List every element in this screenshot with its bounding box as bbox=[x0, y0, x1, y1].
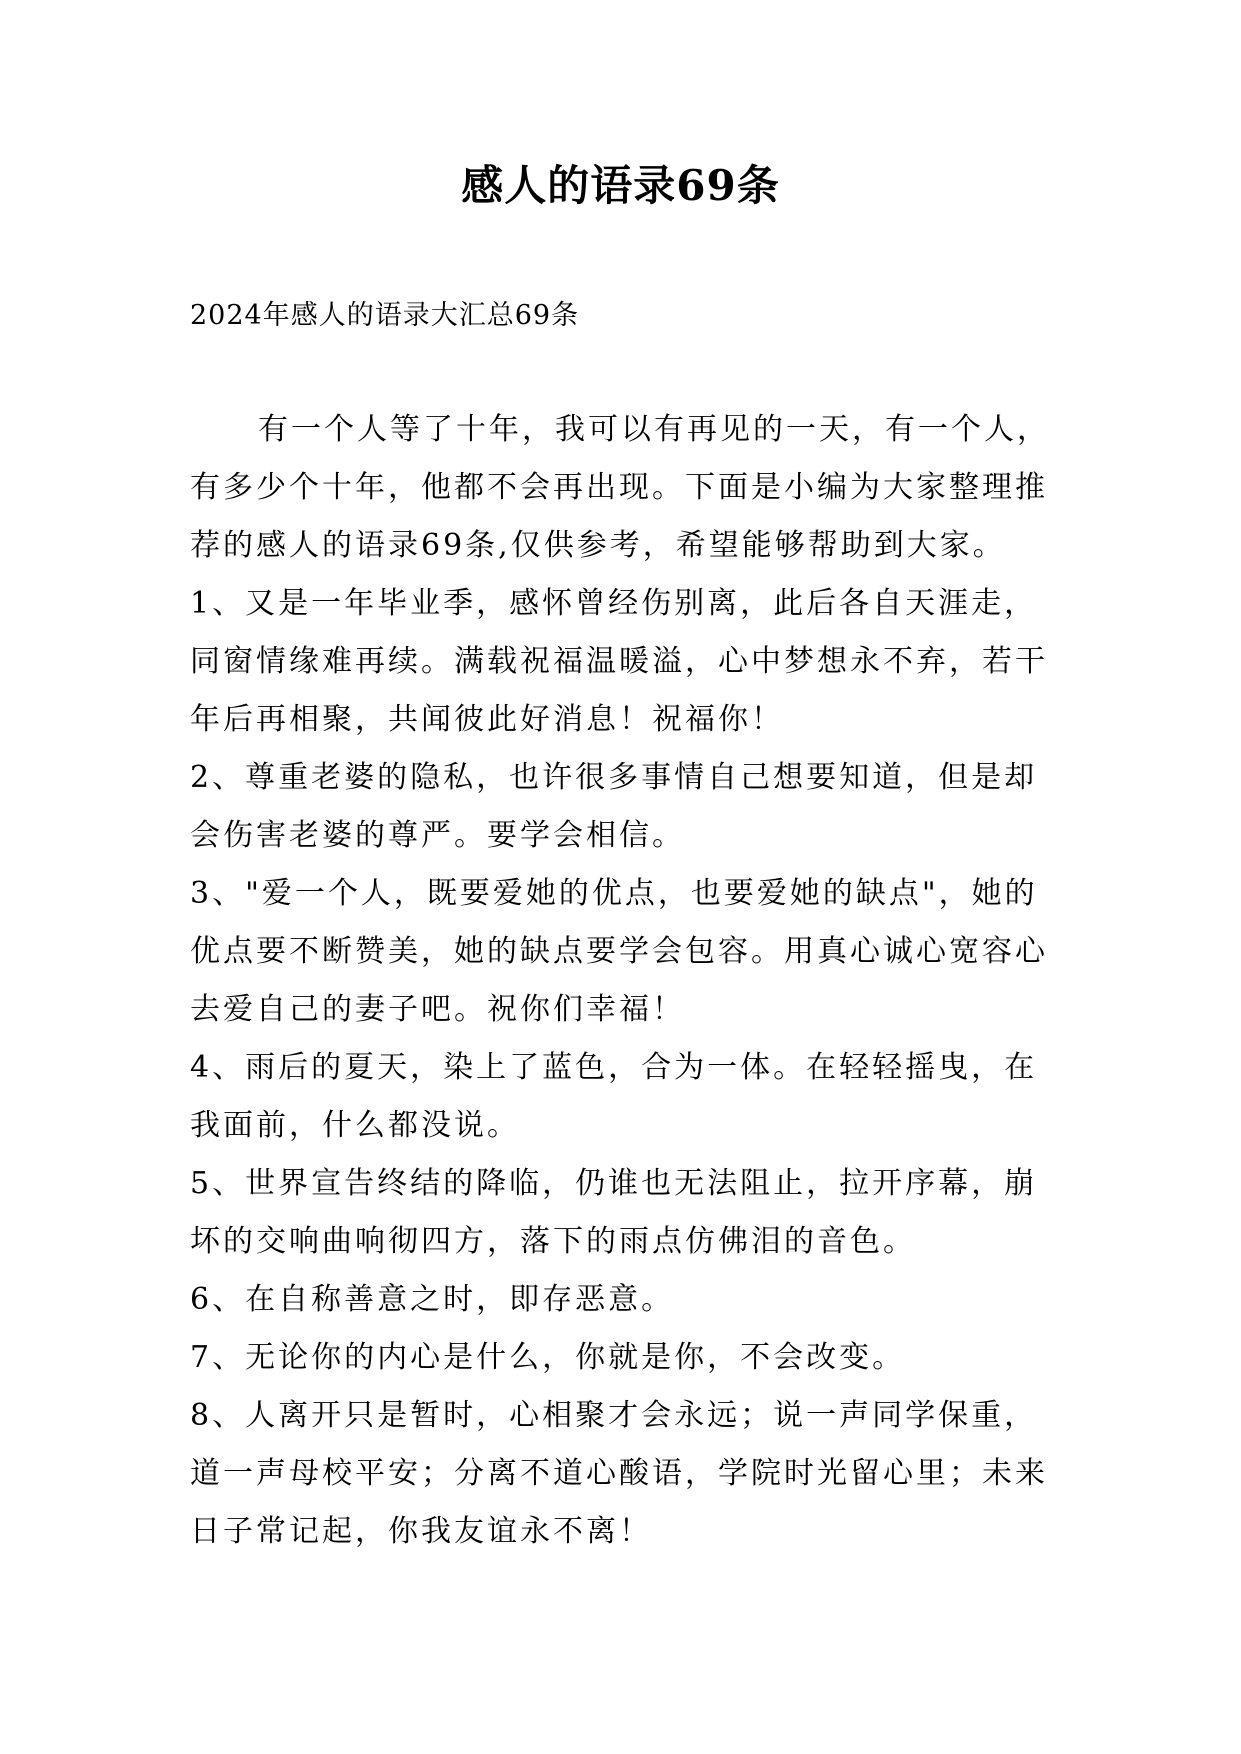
quote-item-1: 1、又是一年毕业季，感怀曾经伤别离，此后各自天涯走，同窗情缘难再续。满载祝福温暖溢，心中梦想永不弃，若干年后再相聚，共闻彼此好消息！祝福你！ bbox=[190, 586, 1048, 737]
document-subtitle: 2024年感人的语录大汇总69条 bbox=[190, 300, 580, 331]
intro-paragraph: 有一个人等了十年，我可以有再见的一天，有一个人，有多少个十年，他都不会再出现。下面是小编为大家整理推荐的感人的语录69条,仅供参考，希望能够帮助到大家。 bbox=[190, 412, 1050, 563]
document-body bbox=[190, 401, 1068, 1561]
quote-item-5: 5、世界宣告终结的降临，仍谁也无法阻止，拉开序幕，崩坏的交响曲响彻四方，落下的雨点仿佛泪的音色。 bbox=[190, 1166, 1038, 1259]
quote-item-7: 7、无论你的内心是什么，你就是你，不会改变。 bbox=[190, 1340, 906, 1375]
quote-item-4: 4、雨后的夏天，染上了蓝色，合为一体。在轻轻摇曳，在我面前，什么都没说。 bbox=[190, 1050, 1038, 1143]
document-title: 感人的语录69条 bbox=[461, 161, 780, 210]
quote-item-6: 6、在自称善意之时，即存恶意。 bbox=[190, 1282, 675, 1317]
quote-item-2: 2、尊重老婆的隐私，也许很多事情自己想要知道，但是却会伤害老婆的尊严。要学会相信。 bbox=[190, 760, 1038, 853]
quote-item-3: 3、"爱一个人，既要爱她的优点，也要爱她的缺点"，她的优点要不断赞美，她的缺点要学会包容。用真心诚心宽容心去爱自己的妻子吧。祝你们幸福！ bbox=[190, 876, 1048, 1027]
quote-item-8: 8、人离开只是暂时，心相聚才会永远；说一声同学保重，道一声母校平安；分离不道心酸语，学院时光留心里；未来日子常记起，你我友谊永不离！ bbox=[190, 1398, 1048, 1549]
